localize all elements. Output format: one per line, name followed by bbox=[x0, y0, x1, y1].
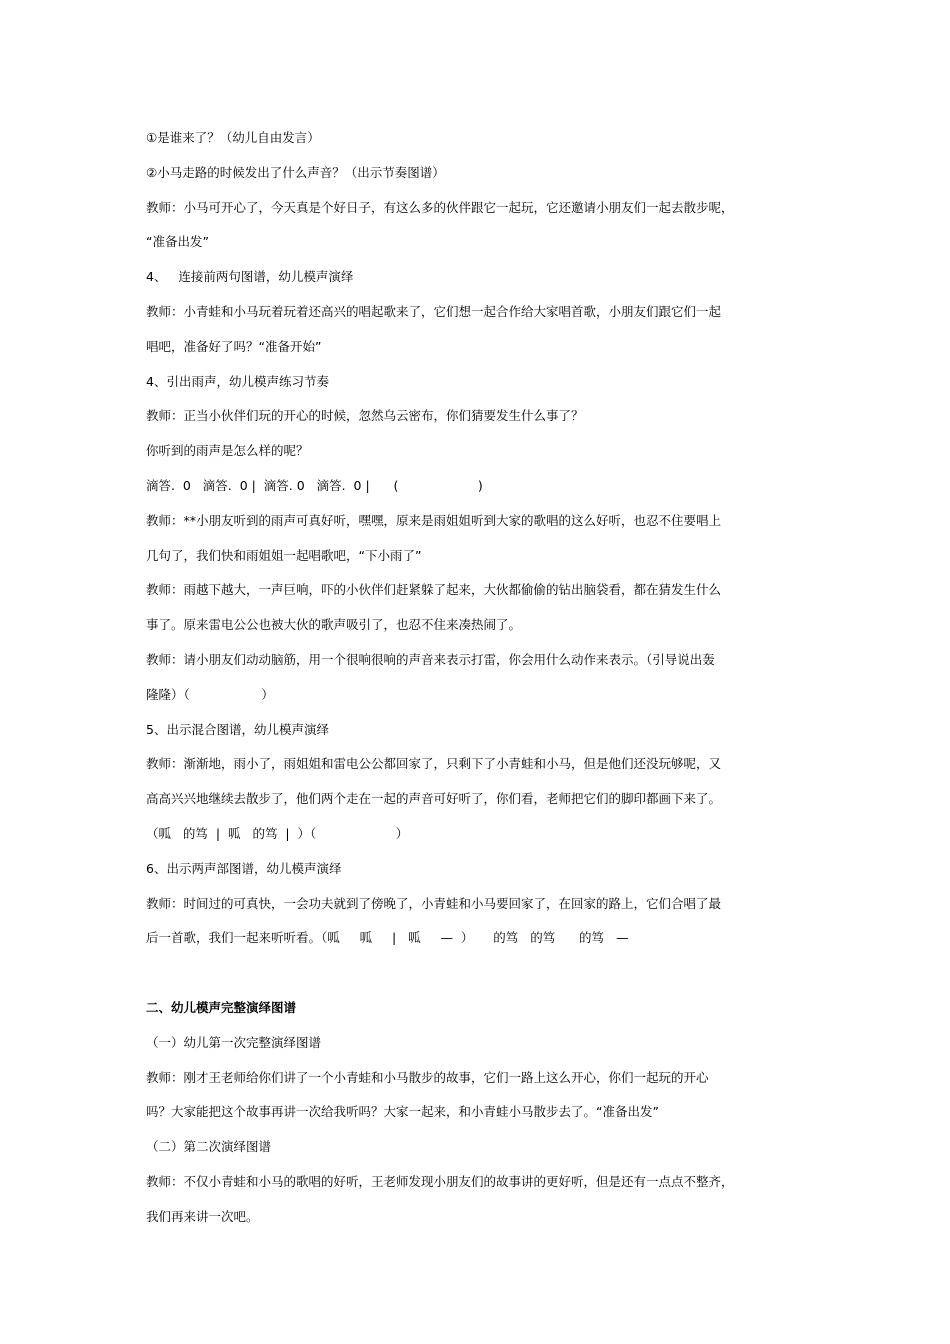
subsection-heading: （二）第二次演绎图谱 bbox=[146, 1139, 272, 1155]
paragraph-line: 几句了，我们快和雨姐姐一起唱歌吧，“下小雨了” bbox=[146, 547, 422, 563]
paragraph-line: 你听到的雨声是怎么样的呢？ bbox=[146, 443, 309, 459]
section-spacer bbox=[146, 956, 806, 991]
rhythm-notation-line: （呱 的笃 | 呱 的笃 | ）（ ） bbox=[146, 825, 409, 841]
document-page bbox=[146, 121, 806, 1235]
paragraph-line: 教师：不仅小青蛙和小马的歌唱的好听，王老师发现小朋友们的故事讲的更好听，但是还有一点点不整齐， bbox=[146, 1173, 734, 1189]
paragraph-line: 教师：**小朋友听到的雨声可真好听，嘿嘿，原来是雨姐姐听到大家的歌唱的这么好听，也忍不住要唱上 bbox=[146, 512, 722, 528]
paragraph-line: 教师：刚才王老师给你们讲了一个小青蛙和小马散步的故事，它们一路上这么开心，你们一起玩的开心 bbox=[146, 1069, 709, 1085]
section-heading: 二、幼儿模声完整演绎图谱 bbox=[146, 999, 297, 1015]
paragraph-line: 高高兴兴地继续去散步了，他们两个走在一起的声音可好听了，你们看，老师把它们的脚印都画下来了。 bbox=[146, 791, 722, 807]
paragraph-line: 教师：小马可开心了，今天真是个好日子，有这么多的伙伴跟它一起玩，它还邀请小朋友们一起去散步呢， bbox=[146, 199, 734, 215]
step-heading: 5、出示混合图谱，幼儿模声演绎 bbox=[146, 721, 329, 737]
paragraph-line: 事了。原来雷电公公也被大伙的歌声吸引了，也忍不住来凑热闹了。 bbox=[146, 617, 522, 633]
rhythm-notation-line: 后一首歌，我们一起来听听看。（呱 呱 | 呱 — ） 的笃 的笃 的笃 — bbox=[146, 930, 629, 946]
step-heading: 4、 连接前两句图谱，幼儿模声演绎 bbox=[146, 269, 354, 285]
paragraph-line: 教师：请小朋友们动动脑筋，用一个很响很响的声音来表示打雷，你会用什么动作来表示。（引导说出轰 bbox=[146, 651, 715, 667]
paragraph-line: 隆隆）（ ） bbox=[146, 686, 274, 702]
paragraph-line: “准备出发” bbox=[146, 234, 209, 250]
paragraph-line: 教师：小青蛙和小马玩着玩着还高兴的唱起歌来了，它们想一起合作给大家唱首歌，小朋友们跟它们一起 bbox=[146, 303, 722, 319]
paragraph-line: 教师：时间过的可真快，一会功夫就到了傍晚了，小青蛙和小马要回家了，在回家的路上，它们合唱了最 bbox=[146, 895, 722, 911]
paragraph-line: 教师：正当小伙伴们玩的开心的时候，忽然乌云密布，你们猜要发生什么事了？ bbox=[146, 408, 584, 424]
paragraph-line: 我们再来讲一次吧。 bbox=[146, 1208, 259, 1224]
step-heading: 6、出示两声部图谱，幼儿模声演绎 bbox=[146, 860, 342, 876]
paragraph-line: 唱吧，准备好了吗？“准备开始” bbox=[146, 338, 322, 354]
paragraph-line: 吗？大家能把这个故事再讲一次给我听吗？大家一起来，和小青蛙小马散步去了。“准备出发” bbox=[146, 1104, 659, 1120]
subsection-heading: （一）幼儿第一次完整演绎图谱 bbox=[146, 1034, 322, 1050]
rhythm-notation-line: 滴答. 0 滴答. 0 | 滴答. 0 滴答. 0 | ( ) bbox=[146, 477, 483, 493]
step-heading: 4、引出雨声，幼儿模声练习节奏 bbox=[146, 373, 329, 389]
paragraph-line: ②小马走路的时候发出了什么声音？（出示节奏图谱） bbox=[146, 164, 445, 180]
paragraph-line: 教师：雨越下越大，一声巨响，吓的小伙伴们赶紧躲了起来，大伙都偷偷的钻出脑袋看，都在猜发生什么 bbox=[146, 582, 722, 598]
paragraph-line: ①是谁来了？（幼儿自由发言） bbox=[146, 130, 320, 145]
paragraph-line: 教师：渐渐地，雨小了，雨姐姐和雷电公公都回家了，只剩下了小青蛙和小马，但是他们还没玩够呢，又 bbox=[146, 756, 722, 772]
